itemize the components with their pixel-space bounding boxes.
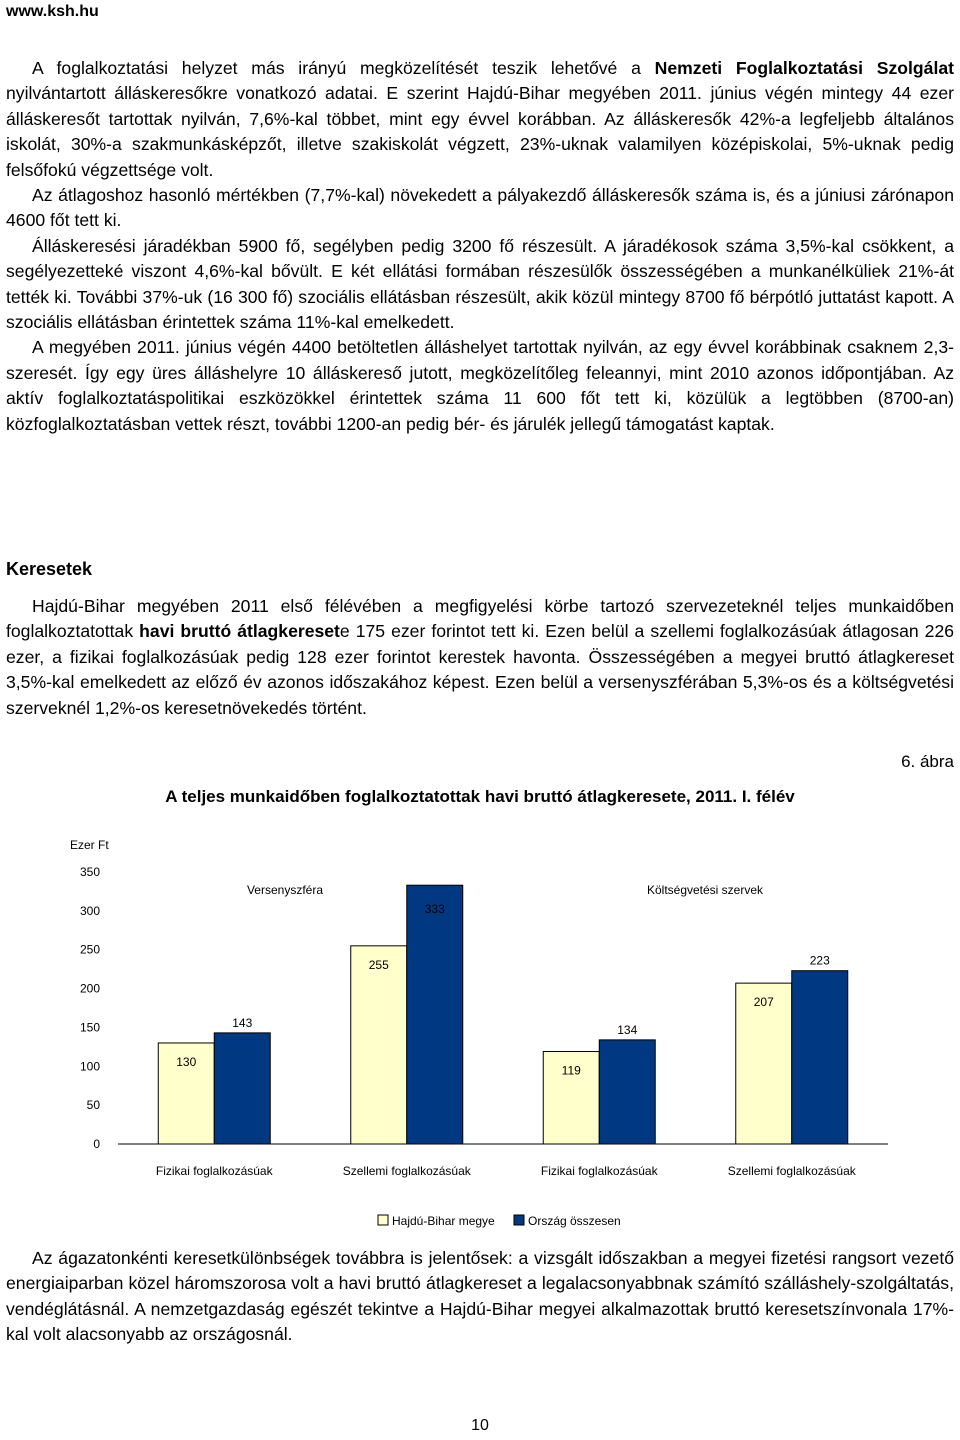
site-url[interactable]: www.ksh.hu [6,3,99,20]
figure-title: A teljes munkaidőben foglalkoztatottak havi bruttó átlagkeresete, 2011. I. félév [165,787,795,806]
data-label: 134 [617,1022,638,1037]
y-tick-label: 200 [79,981,100,996]
y-tick-label: 300 [79,903,100,918]
bar [351,946,407,1144]
bar [407,885,463,1144]
y-tick-label: 250 [79,942,100,957]
sector-differences-section [6,1246,954,1348]
bold-org-name: Nemzeti Foglalkoztatási Szolgálat [654,58,954,78]
y-tick-label: 0 [93,1137,100,1151]
bar [214,1033,270,1144]
data-label: 255 [368,957,389,972]
category-label: Fizikai foglalkozásúak [155,1164,273,1178]
text-run: Hajdú-Bihar megyében 2011 első félévében a megfigyelési körbe tartozó szervezeteknél teljes munkaidőben foglalkoztatottak [6,596,954,642]
legend-swatch [378,1215,388,1225]
legend-label: Ország összesen [528,1214,621,1228]
category-label: Fizikai foglalkozásúak [540,1164,658,1178]
data-label: 130 [176,1054,197,1069]
category-label: Szellemi foglalkozásúak [727,1164,856,1178]
data-label: 207 [753,995,774,1010]
data-label: 333 [424,902,445,917]
legend-swatch [514,1215,524,1225]
text-run: e 175 ezer forintot tett ki. Ezen belül a szellemi foglalkozásúak átlagosan 226 ezer, a fizikai foglalkozásúak pedig 128 ezer forintot kerestek havonta. Összességében a megyei bruttó átlagkereset 3,5%-kal emelkedett az előző év azonos időszakához képest. Ezen belül a versenyszférában 5,3%-os és a költségvetési szerveknél 1,2%-os keresetnövekedés történt. [6,621,955,718]
category-label: Szellemi foglalkozásúak [342,1164,471,1178]
text-run: A foglalkoztatási helyzet más irányú megközelítését teszik lehetővé a [32,58,655,78]
data-label: 143 [232,1015,253,1030]
earnings-section [6,594,954,721]
earnings-bar-chart [0,828,960,1238]
paragraph-career-starters: Az átlagoshoz hasonló mértékben (7,7%-kal) növekedett a pályakezdő álláskeresők száma is, és a júniusi zárónapon 4600 főt tett ki. [6,185,954,231]
paragraph-sector-differences: Az ágazatonkénti keresetkülönbségek továbbra is jelentősek: a vizsgált időszakban a megyei fizetési rangsort vezető energiaiparban közel háromszorosa volt a havi bruttó átlagkereset a legalacsonyabbnak számító szálláshely-szolgáltatás, vendéglátásnál. A nemzetgazdaság egészét tekintve a Hajdú-Bihar megyei alkalmazottak bruttó keresetszínvonala 17%-kal volt alacsonyabb az országosnál. [6,1248,954,1345]
figure-number: 6. ábra [901,752,954,771]
page-number: 10 [471,1417,489,1434]
section-heading-earnings: Keresetek [6,559,93,579]
group-label: Versenyszféra [246,883,324,897]
group-label: Költségvetési szervek [646,883,764,897]
paragraph-earnings [6,594,954,721]
data-label: 119 [561,1063,581,1078]
bold-term: havi bruttó átlagkereset [139,621,340,642]
y-tick-label: 50 [86,1098,100,1113]
y-tick-label: 100 [79,1059,100,1074]
bar [792,971,848,1144]
employment-section [6,56,954,437]
data-label: 223 [809,953,830,968]
y-axis-label: Ezer Ft [70,838,109,852]
paragraph-benefits: Álláskeresési járadékban 5900 fő, segélyben pedig 3200 fő részesült. A járadékosok száma 3,5%-kal csökkent, a segélyezetteké viszont 4,6%-kal bővült. E két ellátási formában részesülők összességében a munkanélküliek 21%-át tették ki. További 37%-uk (16 300 fő) szociális ellátásban részesült, akik közül mintegy 8700 fő bérpótló juttatást kapott. A szociális ellátásban érintettek száma 11%-kal emelkedett. [6,235,954,333]
y-tick-label: 350 [79,865,100,879]
paragraph-jobseekers [6,56,954,183]
text-run: nyilvántartott álláskeresőkre vonatkozó adatai. E szerint Hajdú-Bihar megyében 2011. június végén mintegy 44 ezer álláskeresőt tartottak nyilván, 7,6%-kal többet, mint egy évvel korábban. Az álláskeresők 42%-a legfeljebb általános iskolát, 30%-a szakmunkásképzőt, illetve szakiskolát végzett, 23%-uknak valamilyen középiskolai, 5%-uknak pedig felsőfokú végzettsége volt. [6,83,954,180]
bar [599,1040,655,1144]
paragraph-vacancies: A megyében 2011. június végén 4400 betöltetlen álláshelyet tartottak nyilván, az egy évvel korábbinak csaknem 2,3-szeresét. Így egy üres álláshelyre 10 álláskereső jutott, megközelítőleg feleannyi, mint 2010 azonos időpontjában. Az aktív foglalkoztatáspolitikai eszközökkel érintettek száma 11 600 főt tett ki, közülük a legtöbben (8700-an) közfoglalkoztatásban vettek részt, további 1200-an pedig bér- és járulék jellegű támogatást kaptak. [6,337,954,434]
y-tick-label: 150 [79,1020,100,1035]
legend-label: Hajdú-Bihar megye [392,1214,495,1228]
